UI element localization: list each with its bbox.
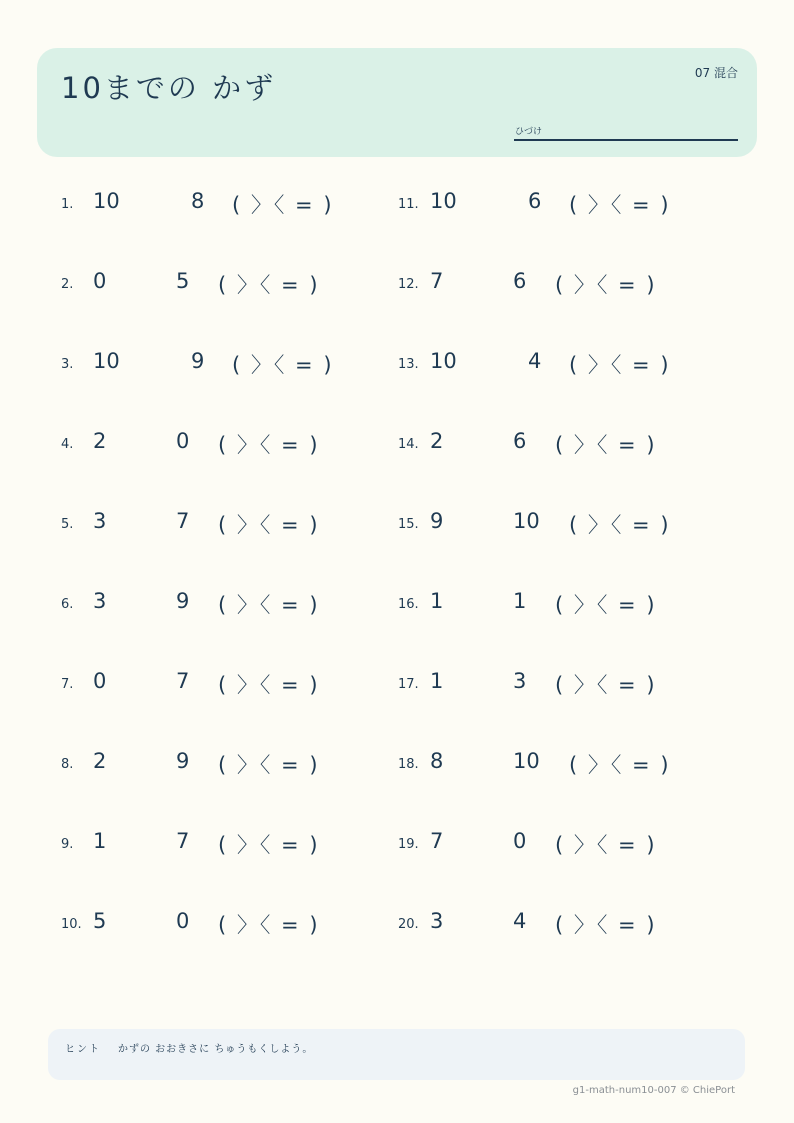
left-number: 0	[93, 269, 107, 293]
problem-item	[61, 667, 361, 697]
hint-text: かずの おおきさに ちゅうもくしよう。	[118, 1044, 314, 1055]
footer-credit: g1-math-num10-007 © ChiePort	[572, 1085, 735, 1096]
problem-number: 7.	[61, 677, 74, 692]
problem-item	[398, 507, 698, 537]
problem-number: 17.	[398, 677, 419, 692]
problem-number: 9.	[61, 837, 74, 852]
right-number: 7	[176, 669, 190, 693]
comparison-choices[interactable]: ( 〉〈 = )	[555, 593, 657, 617]
comparison-choices[interactable]: ( 〉〈 = )	[555, 273, 657, 297]
left-number: 1	[93, 829, 107, 853]
problem-number: 3.	[61, 357, 74, 372]
left-number: 10	[93, 349, 120, 373]
comparison-choices[interactable]: ( 〉〈 = )	[232, 193, 334, 217]
comparison-choices[interactable]: ( 〉〈 = )	[218, 913, 320, 937]
problem-item	[398, 187, 698, 217]
problem-item	[61, 427, 361, 457]
problem-item	[398, 427, 698, 457]
problem-item	[61, 827, 361, 857]
right-number: 9	[176, 589, 190, 613]
right-number: 4	[528, 349, 542, 373]
comparison-choices[interactable]: ( 〉〈 = )	[218, 673, 320, 697]
left-number: 2	[430, 429, 444, 453]
right-number: 10	[513, 509, 540, 533]
left-number: 10	[430, 189, 457, 213]
right-number: 4	[513, 909, 527, 933]
right-number: 5	[176, 269, 190, 293]
problem-number: 6.	[61, 597, 74, 612]
problem-item	[398, 667, 698, 697]
comparison-choices[interactable]: ( 〉〈 = )	[555, 673, 657, 697]
left-number: 10	[93, 189, 120, 213]
problem-number: 11.	[398, 197, 419, 212]
comparison-choices[interactable]: ( 〉〈 = )	[555, 913, 657, 937]
left-number: 0	[93, 669, 107, 693]
right-number: 9	[191, 349, 205, 373]
left-number: 2	[93, 749, 107, 773]
problem-number: 1.	[61, 197, 74, 212]
problem-item	[398, 747, 698, 777]
problem-item	[398, 267, 698, 297]
problem-item	[61, 187, 361, 217]
problem-number: 16.	[398, 597, 419, 612]
problem-number: 14.	[398, 437, 419, 452]
problem-item	[61, 907, 361, 937]
left-number: 1	[430, 589, 444, 613]
problem-number: 8.	[61, 757, 74, 772]
comparison-choices[interactable]: ( 〉〈 = )	[218, 513, 320, 537]
right-number: 0	[176, 909, 190, 933]
right-number: 8	[191, 189, 205, 213]
problem-item	[61, 267, 361, 297]
hint-box	[48, 1029, 745, 1080]
problem-number: 18.	[398, 757, 419, 772]
right-number: 3	[513, 669, 527, 693]
problem-number: 2.	[61, 277, 74, 292]
hint-label: ヒント	[65, 1044, 101, 1055]
comparison-choices[interactable]: ( 〉〈 = )	[569, 353, 671, 377]
problem-item	[61, 747, 361, 777]
right-number: 6	[513, 429, 527, 453]
problem-item	[61, 347, 361, 377]
problem-item	[61, 507, 361, 537]
problem-number: 13.	[398, 357, 419, 372]
comparison-choices[interactable]: ( 〉〈 = )	[569, 193, 671, 217]
right-number: 6	[528, 189, 542, 213]
comparison-choices[interactable]: ( 〉〈 = )	[555, 433, 657, 457]
problem-item	[61, 587, 361, 617]
comparison-choices[interactable]: ( 〉〈 = )	[232, 353, 334, 377]
right-number: 0	[176, 429, 190, 453]
problem-number: 19.	[398, 837, 419, 852]
left-number: 5	[93, 909, 107, 933]
left-number: 3	[93, 509, 107, 533]
right-number: 7	[176, 509, 190, 533]
date-label: ひづけ	[515, 127, 543, 137]
comparison-choices[interactable]: ( 〉〈 = )	[218, 593, 320, 617]
left-number: 7	[430, 829, 444, 853]
problem-number: 15.	[398, 517, 419, 532]
right-number: 9	[176, 749, 190, 773]
problem-number: 20.	[398, 917, 419, 932]
right-number: 1	[513, 589, 527, 613]
problem-item	[398, 827, 698, 857]
comparison-choices[interactable]: ( 〉〈 = )	[218, 433, 320, 457]
problem-number: 4.	[61, 437, 74, 452]
comparison-choices[interactable]: ( 〉〈 = )	[555, 833, 657, 857]
problem-item	[398, 347, 698, 377]
left-number: 2	[93, 429, 107, 453]
comparison-choices[interactable]: ( 〉〈 = )	[218, 833, 320, 857]
left-number: 3	[430, 909, 444, 933]
comparison-choices[interactable]: ( 〉〈 = )	[569, 513, 671, 537]
problem-number: 5.	[61, 517, 74, 532]
right-number: 6	[513, 269, 527, 293]
problem-item	[398, 907, 698, 937]
left-number: 7	[430, 269, 444, 293]
comparison-choices[interactable]: ( 〉〈 = )	[218, 273, 320, 297]
left-number: 9	[430, 509, 444, 533]
left-number: 10	[430, 349, 457, 373]
right-number: 0	[513, 829, 527, 853]
comparison-choices[interactable]: ( 〉〈 = )	[218, 753, 320, 777]
problem-number: 10.	[61, 917, 82, 932]
left-number: 3	[93, 589, 107, 613]
problem-number: 12.	[398, 277, 419, 292]
right-number: 7	[176, 829, 190, 853]
right-number: 10	[513, 749, 540, 773]
left-number: 1	[430, 669, 444, 693]
comparison-choices[interactable]: ( 〉〈 = )	[569, 753, 671, 777]
left-number: 8	[430, 749, 444, 773]
page-title: 10までの かず	[61, 71, 277, 105]
problem-item	[398, 587, 698, 617]
worksheet-code: 07 混合	[694, 66, 738, 80]
